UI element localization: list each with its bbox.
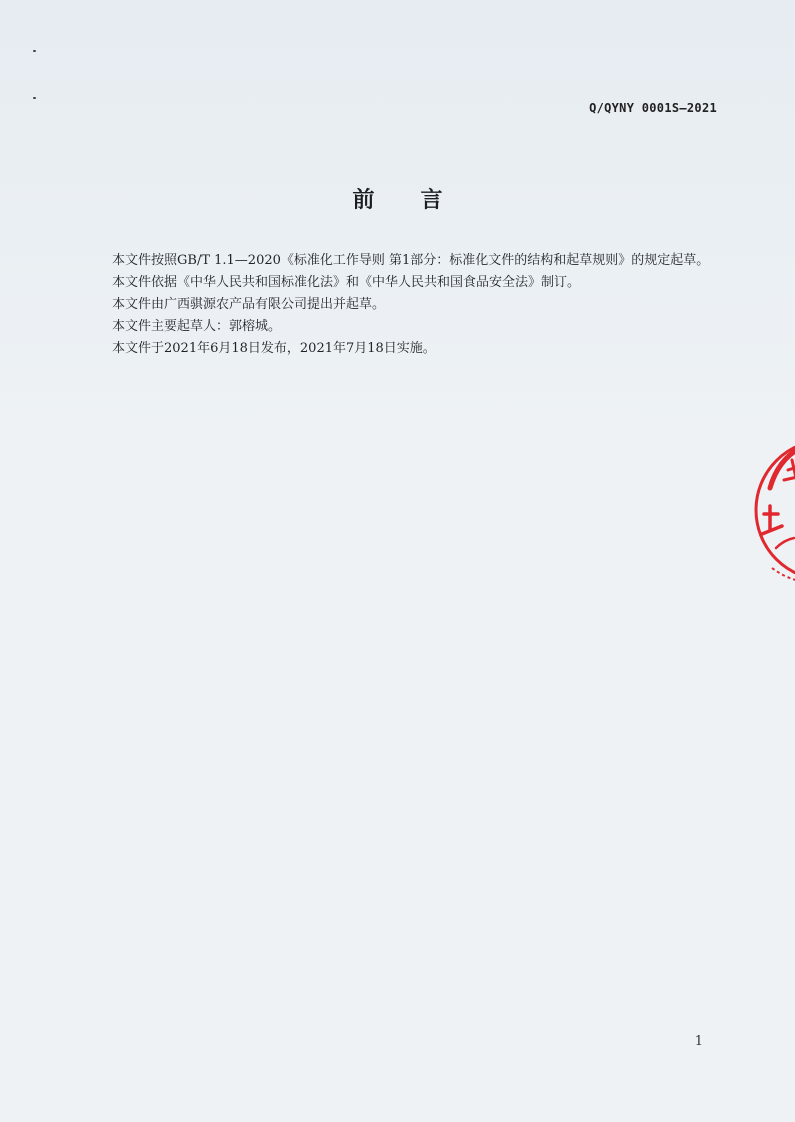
paragraph-drafter: 本文件主要起草人：郭榕城。 [112, 319, 282, 334]
scan-speck [33, 97, 36, 99]
paragraph-standard-basis: 本文件按照GB/T 1.1—2020《标准化工作导则 第1部分：标准化文件的结构和起草规则》的规定起草。 [112, 253, 710, 268]
paragraph-legal-basis: 本文件依据《中华人民共和国标准化法》和《中华人民共和国食品安全法》制订。 [112, 275, 581, 290]
scan-speck [33, 50, 36, 52]
company-seal-icon [748, 430, 795, 590]
page-number: 1 [694, 1034, 703, 1049]
paragraph-proposer: 本文件由广西骐源农产品有限公司提出并起草。 [112, 297, 386, 312]
foreword-body [84, 250, 724, 360]
document-code: Q/QYNY 0001S—2021 [589, 101, 717, 115]
paragraph-dates: 本文件于2021年6月18日发布，2021年7月18日实施。 [112, 341, 436, 356]
section-title: 前言 [352, 188, 489, 213]
